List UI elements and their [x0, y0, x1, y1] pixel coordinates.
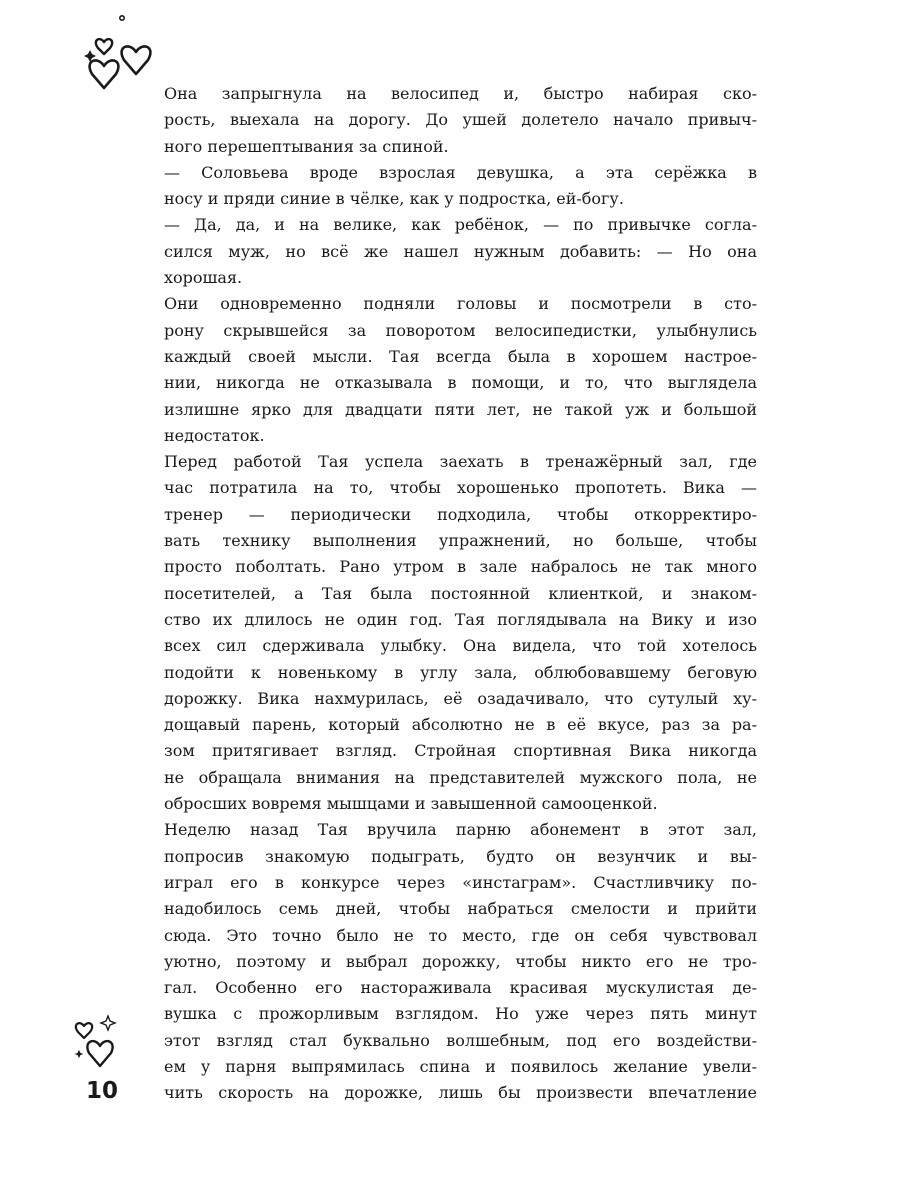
text-line: Неделю назад Тая вручила парню абонемент в этот зал,: [164, 820, 757, 840]
text-line: ем у парня выпрямилась спина и появилось желание увели-: [164, 1056, 757, 1076]
text-line: каждый своей мысли. Тая всегда была в хорошем настрое-: [164, 346, 757, 366]
hearts-decoration-top: [78, 12, 168, 92]
hearts-decoration-bottom: [70, 1012, 120, 1072]
text-line: тренер — периодически подходила, чтобы откорректиро-: [164, 504, 757, 524]
text-line: вать технику выполнения упражнений, но больше, чтобы: [164, 531, 757, 551]
text-line: гал. Особенно его настораживала красивая мускулистая де-: [164, 978, 757, 998]
text-line: хорошая.: [164, 268, 243, 288]
text-line: чить скорость на дорожке, лишь бы произвести впечатление: [164, 1083, 757, 1103]
text-line: Перед работой Тая успела заехать в тренажёрный зал, где: [164, 452, 757, 472]
text-line: сюда. Это точно было не то место, где он себя чувствовал: [164, 925, 757, 945]
text-line: нии, никогда не отказывала в помощи, и то, что выглядела: [164, 373, 757, 393]
text-line: рость, выехала на дорогу. До ушей долетело начало привыч-: [164, 110, 757, 130]
hearts-sparkle-icon: [70, 1012, 120, 1072]
text-line: зом притягивает взгляд. Стройная спортивная Вика никогда: [164, 741, 757, 761]
text-line: рону скрывшейся за поворотом велосипедистки, улыбнулись: [164, 320, 757, 340]
text-line: излишне ярко для двадцати пяти лет, не такой уж и большой: [164, 399, 757, 419]
text-line: дощавый парень, который абсолютно не в её вкусе, раз за ра-: [164, 715, 757, 735]
text-line: вушка с прожорливым взглядом. Но уже через пять минут: [164, 1004, 757, 1024]
text-line: час потратила на то, чтобы хорошенько пропотеть. Вика —: [164, 478, 757, 498]
text-line: играл его в конкурсе через «инстаграм». Счастливчику по-: [164, 872, 757, 892]
hearts-sparkle-icon: [78, 12, 168, 92]
text-line: надобилось семь дней, чтобы набраться смелости и прийти: [164, 899, 757, 919]
text-line: ного перешептывания за спиной.: [164, 136, 449, 156]
text-line: подойти к новенькому в углу зала, облюбовавшему беговую: [164, 662, 757, 682]
text-line: просто поболтать. Рано утром в зале набралось не так много: [164, 557, 757, 577]
body-text: [164, 84, 757, 1110]
text-line: посетителей, а Тая была постоянной клиенткой, и знаком-: [164, 583, 757, 603]
text-line: Они одновременно подняли головы и посмотрели в сто-: [164, 294, 757, 314]
text-line: всех сил сдерживала улыбку. Она видела, что той хотелось: [164, 636, 757, 656]
text-line: сился муж, но всё же нашел нужным добавить: — Но она: [164, 241, 757, 261]
text-line: обросших вовремя мышцами и завышенной самооценкой.: [164, 794, 658, 814]
text-line: не обращала внимания на представителей мужского пола, не: [164, 767, 757, 787]
text-line: Она запрыгнула на велосипед и, быстро набирая ско-: [164, 84, 757, 103]
text-line: уютно, поэтому и выбрал дорожку, чтобы никто его не тро-: [164, 951, 757, 971]
text-line: — Соловьева вроде взрослая девушка, а эта серёжка в: [164, 162, 757, 182]
page-number: 10: [86, 1078, 119, 1104]
text-line: попросив знакомую подыграть, будто он везунчик и вы-: [164, 846, 757, 866]
text-line: дорожку. Вика нахмурилась, её озадачивало, что сутулый ху-: [164, 688, 757, 708]
text-line: недостаток.: [164, 425, 265, 445]
text-line: этот взгляд стал буквально волшебным, под его воздействи-: [164, 1030, 757, 1050]
text-line: носу и пряди синие в чёлке, как у подростка, ей-богу.: [164, 189, 624, 209]
text-line: — Да, да, и на велике, как ребёнок, — по привычке согла-: [164, 215, 757, 235]
text-line: ство их длилось не один год. Тая поглядывала на Вику и изо: [164, 609, 757, 629]
